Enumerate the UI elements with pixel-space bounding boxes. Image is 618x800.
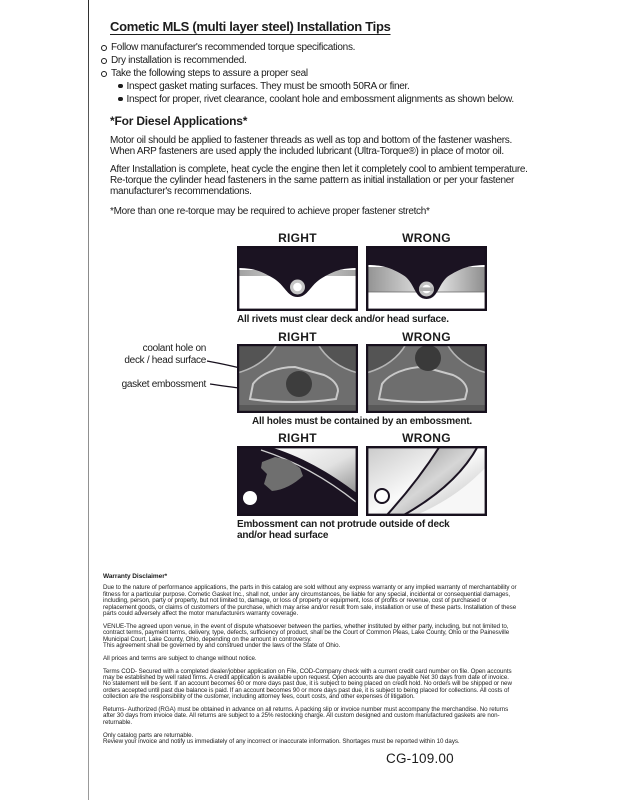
disclaimer-paragraph: All prices and terms are subject to change without notice. [103, 654, 257, 662]
open-bullet-icon [101, 58, 107, 64]
tip-sub-item [101, 80, 514, 93]
catalog-page-code: CG-109.00 [386, 751, 454, 766]
embossment-wrong-illustration [366, 344, 487, 413]
tips-list [101, 41, 514, 106]
tip-sub-item [101, 93, 514, 106]
pair3-caption-line2: and/or head surface [237, 530, 329, 541]
retorque-note: *More than one re-torque may be required to achieve proper fastener stretch* [110, 206, 430, 217]
diesel-section-heading: *For Diesel Applications* [110, 114, 248, 128]
disclaimer-paragraph: Terms COD- Secured with a completed dealer/jobber application on File, COD-Company check with a current credit card number on file. Open accounts may be established by well rated firms. A credit application is available upon request. Open accounts are due payable Net 30 days from date of invoice. No statement will be sent. If an account becomes 60 or more days past due, it is subject to being placed on credit hold. No orders will be shipped or new orders accepted until past due balance is paid. If an account becomes 90 or more days past due, it is subject to being placed for collections. All costs of collection are the responsibility of the customer, including attorney fees, court costs, and other expenses of litigation. [103, 667, 512, 701]
disclaimer-paragraph: Returns- Authorized (RGA) must be obtained in advance on all returns. A packing slip or invoice number must accompany the merchandise. No returns after 30 days from invoice date. All returns are subject to a 25% restocking charge. All custom designed and custom manufactured gaskets are non-returnable. [103, 706, 509, 726]
coolant-label-line1: coolant hole on [142, 343, 206, 354]
disclaimer-paragraph: Due to the nature of performance applications, the parts in this catalog are sold without any express warranty or any implied warranty of merchantability or fitness for a particular purpose. Cometic Gasket Inc., shall not, under any circumstances, be liable for any special, incidental or consequential damages, including, person, party or property, but not limited to, damage, or loss of property or equipment, loss of profits or revenue, cost of purchased or replacement goods, or claims of customers of the purchase, which may arise and/or result from sale, installation or use of these parts. Installation of these parts could adversely affect the motor manufacturers warranty coverage. [103, 584, 517, 618]
warranty-disclaimer [103, 574, 518, 745]
diagram-embossment-wrong [366, 344, 487, 413]
tip-item [101, 41, 514, 54]
diagram-protrude-wrong [366, 446, 487, 516]
open-bullet-icon [101, 71, 107, 77]
diesel-paragraph: After Installation is complete, heat cycle the engine then let it completely cool to ambient temperature. Re-torque the cylinder head fasteners in the same pattern as initial installation or per your fastener manufacturer's recommendations. [110, 164, 528, 197]
rivet-right-illustration [237, 246, 358, 311]
diagram-rivet-wrong [366, 246, 487, 311]
tip-text: Follow manufacturer's recommended torque specifications. [111, 42, 356, 53]
protrude-wrong-illustration [366, 446, 487, 516]
pair1-caption: All rivets must clear deck and/or head surface. [237, 314, 449, 325]
diagram-protrude-right [237, 446, 358, 516]
tip-text: Dry installation is recommended. [111, 55, 247, 66]
rivet-wrong-illustration [366, 246, 487, 311]
diagram-embossment-right [237, 344, 358, 413]
filled-bullet-icon [118, 84, 123, 89]
disclaimer-paragraph: This agreement shall be governed by and construed under the laws of the State of Ohio. [103, 642, 341, 650]
embossment-right-illustration [237, 344, 358, 413]
pair3-caption [237, 519, 450, 541]
tip-text: Take the following steps to assure a proper seal [111, 68, 308, 79]
tip-item [101, 54, 514, 67]
wrong-label: WRONG [402, 231, 451, 245]
disclaimer-heading: Warranty Disclaimer* [103, 573, 168, 580]
wrong-label: WRONG [402, 330, 451, 344]
pair3-caption-line1: Embossment can not protrude outside of deck [237, 519, 450, 530]
disclaimer-paragraph: Only catalog parts are returnable. [103, 731, 194, 739]
disclaimer-paragraph: VENUE-The agreed upon venue, in the event of dispute whatsoever between the parties, whether instituted by either party, including, but not limited to, contract terms, payment terms, delivery, type, defects, sufficiency of product, shall be the Court of Common Pleas, Lake County, Ohio or the Painesville Municipal Court, Lake County, Ohio, depending on the amount in controversy. [103, 622, 510, 643]
page-title: Cometic MLS (multi layer steel) Installation Tips [110, 19, 391, 34]
tip-text: Inspect gasket mating surfaces. They must be smooth 50RA or finer. [126, 81, 410, 92]
page-edge-rule [88, 0, 89, 800]
coolant-label-line2: deck / head surface [124, 354, 206, 366]
right-label: RIGHT [278, 330, 317, 344]
disclaimer-paragraph: Review your invoice and notify us immediately of any incorrect or inaccurate information. Shortages must be reported within 10 days. [103, 738, 460, 746]
coolant-hole-label [86, 343, 206, 366]
right-label: RIGHT [278, 431, 317, 445]
diagram-rivet-right [237, 246, 358, 311]
pair2-caption: All holes must be contained by an embossment. [252, 416, 472, 427]
open-bullet-icon [101, 45, 107, 51]
filled-bullet-icon [118, 97, 123, 102]
protrude-right-illustration [237, 446, 358, 516]
diesel-paragraph: Motor oil should be applied to fastener threads as well as top and bottom of the fastener washers. When ARP fasteners are used apply the included lubricant (Ultra-Torque®) in place of motor oil. [110, 135, 512, 157]
tip-text: Inspect for proper, rivet clearance, coolant hole and embossment alignments as shown below. [126, 94, 514, 105]
right-label: RIGHT [278, 231, 317, 245]
wrong-label: WRONG [402, 431, 451, 445]
tip-item [101, 67, 514, 80]
gasket-embossment-label: gasket embossment [121, 379, 206, 390]
